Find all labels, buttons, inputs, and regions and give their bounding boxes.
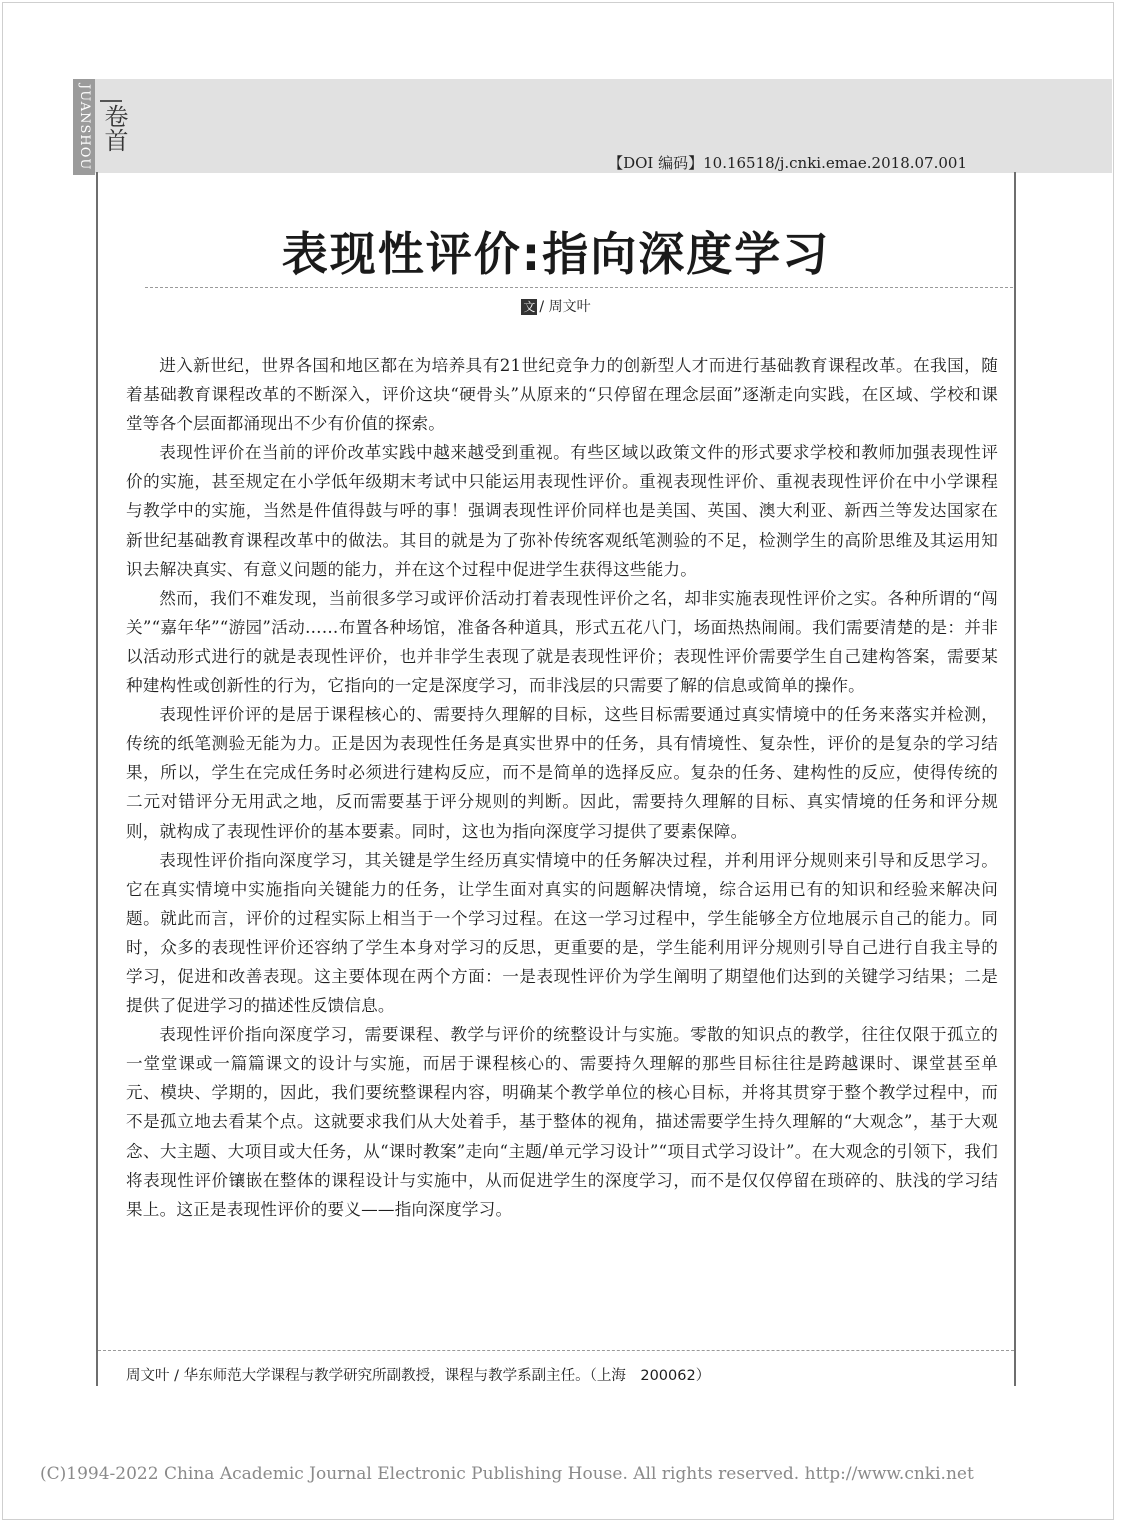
frame-right-rule [1014, 172, 1016, 1386]
footnote-divider [98, 1350, 1014, 1351]
paragraph-3: 然而，我们不难发现，当前很多学习或评价活动打着表现性评价之名，却非实施表现性评价之实。各种所谓的“闯关”“嘉年华”“游园”活动……布置各种场馆，准备各种道具，形式五花八门，场面热热闹闹。我们需要清楚的是：并非以活动形式进行的就是表现性评价，也并非学生表现了就是表现性评价；表现性评价需要学生自己建构答案，需要某种建构性或创新性的行为，它指向的一定是深度学习，而非浅层的只需要了解的信息或简单的操作。 [126, 588, 998, 696]
section-pinyin: JUANSHOU [77, 83, 92, 171]
paragraph-5: 表现性评价指向深度学习，其关键是学生经历真实情境中的任务解决过程，并利用评分规则来引导和反思学习。它在真实情境中实施指向关键能力的任务，让学生面对真实的问题解决情境，综合运用已有的知识和经验来解决问题。就此而言，评价的过程实际上相当于一个学习过程。在这一学习过程中，学生能够全方位地展示自己的能力。同时，众多的表现性评价还容纳了学生本身对学习的反思，更重要的是，学生能利用评分规则引导自己进行自我主导的学习，促进和改善表现。这主要体现在两个方面：一是表现性评价为学生阐明了期望他们达到的关键学习结果；二是提供了促进学习的描述性反馈信息。 [126, 850, 998, 1016]
paragraph-2: 表现性评价在当前的评价改革实践中越来越受到重视。有些区域以政策文件的形式要求学校和教师加强表现性评价的实施，甚至规定在小学低年级期末考试中只能运用表现性评价。重视表现性评价、重视表现性评价在中小学课程与教学中的实施，当然是件值得鼓与呼的事！强调表现性评价同样也是美国、英国、澳大利亚、新西兰等发达国家在新世纪基础教育课程改革中的做法。其目的就是为了弥补传统客观纸笔测验的不足，检测学生的高阶思维及其运用知识去解决真实、有意义问题的能力，并在这个过程中促进学生获得这些能力。 [126, 443, 998, 579]
copyright-notice: (C)1994-2022 China Academic Journal Electronic Publishing House. All rights reserved. http://www.cnki.net [40, 1464, 974, 1484]
byline [98, 296, 1014, 316]
article-body [126, 351, 998, 1224]
paragraph-1: 进入新世纪，世界各国和地区都在为培养具有21世纪竞争力的创新型人才而进行基础教育课程改革。在我国，随着基础教育课程改革的不断深入，评价这块“硬骨头”从原来的“只停留在理念层面”逐渐走向实践，在区域、学校和课堂等各个层面都涌现出不少有价值的探索。 [126, 356, 998, 434]
paragraph-6: 表现性评价指向深度学习，需要课程、教学与评价的统整设计与实施。零散的知识点的教学，往往仅限于孤立的一堂堂课或一篇篇课文的设计与实施，而居于课程核心的、需要持久理解的那些目标往往是跨越课时、课堂甚至单元、模块、学期的，因此，我们要统整课程内容，明确某个教学单位的核心目标，并将其贯穿于整个教学过程中，而不是孤立地去看某个点。这就要求我们从大处着手，基于整体的视角，描述需要学生持久理解的“大观念”，基于大观念、大主题、大项目或大任务，从“课时教案”走向“主题/单元学习设计”“项目式学习设计”。在大观念的引领下，我们将表现性评价镶嵌在整体的课程设计与实施中，从而促进学生的深度学习，而不是仅仅停留在琐碎的、肤浅的学习结果上。这正是表现性评价的要义——指向深度学习。 [126, 1025, 998, 1219]
byline-author: / 周文叶 [539, 299, 591, 315]
section-label: 卷首 [100, 104, 128, 152]
article-title: 表现性评价:指向深度学习 [281, 227, 831, 281]
title-divider [145, 287, 1013, 288]
byline-tag: 文 [523, 300, 536, 314]
author-note: 周文叶 / 华东师范大学课程与教学研究所副教授，课程与教学系副主任。（上海 200062） [126, 1368, 711, 1384]
frame-left-rule [96, 172, 98, 1386]
section-divider [100, 100, 122, 102]
paragraph-4: 表现性评价评的是居于课程核心的、需要持久理解的目标，这些目标需要通过真实情境中的任务来落实并检测，传统的纸笔测验无能为力。正是因为表现性任务是真实世界中的任务，具有情境性、复杂性，评价的是复杂的学习结果，所以，学生在完成任务时必须进行建构反应，而不是简单的选择反应。复杂的任务、建构性的反应，使得传统的二元对错评分无用武之地，反而需要基于评分规则的判断。因此，需要持久理解的目标、真实情境的任务和评分规则，就构成了表现性评价的基本要素。同时，这也为指向深度学习提供了要素保障。 [126, 705, 998, 841]
doi-code: 【DOI 编码】10.16518/j.cnki.emae.2018.07.001 [608, 154, 967, 172]
